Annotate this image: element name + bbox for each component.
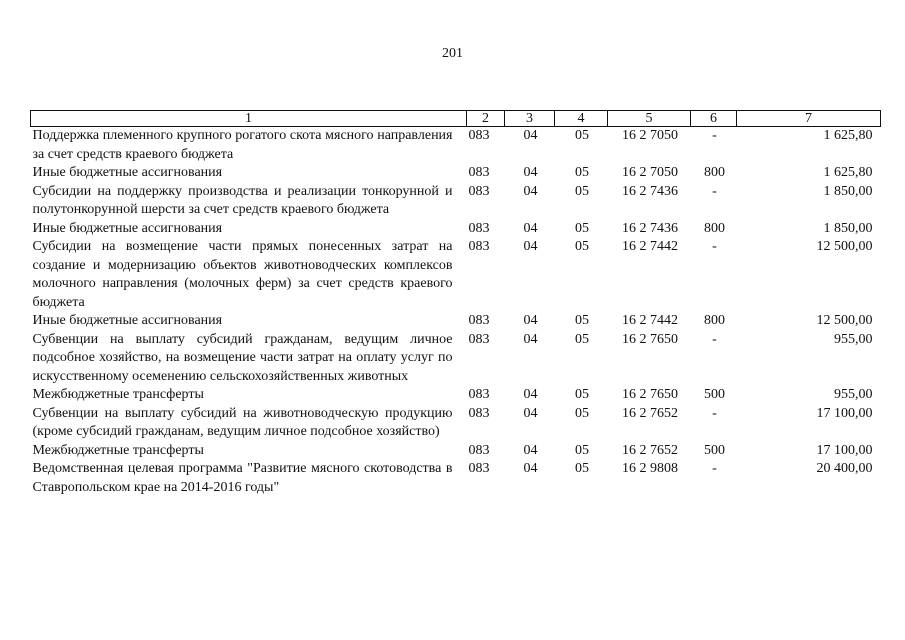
row-target-article: 16 2 7442 <box>622 239 678 254</box>
table-row <box>31 331 881 387</box>
row-target-article: 16 2 7652 <box>622 405 678 421</box>
table-row <box>31 442 881 461</box>
row-target-article: 16 2 7436 <box>622 220 678 236</box>
table-row <box>31 312 881 331</box>
row-subsection: 05 <box>575 405 589 421</box>
row-target-article: 16 2 7050 <box>622 165 678 180</box>
table-row <box>31 238 881 312</box>
table-row <box>31 127 881 165</box>
row-subsection: 05 <box>575 165 589 180</box>
row-name: Ведомственная целевая программа "Развитие мясного скотоводства в Ставропольском крае на 2014-2016 годы" <box>32 461 453 495</box>
row-ministry-code: 083 <box>468 405 490 421</box>
row-section: 04 <box>523 128 538 143</box>
table-row <box>31 183 881 220</box>
row-ministry-code: 083 <box>468 313 490 328</box>
row-subsection: 05 <box>575 220 589 236</box>
row-ministry-code: 083 <box>468 461 490 476</box>
row-section: 04 <box>523 461 538 476</box>
row-expense-type: - <box>712 405 717 421</box>
row-expense-type: - <box>712 331 717 347</box>
row-amount: 1 625,80 <box>823 128 873 143</box>
row-ministry-code: 083 <box>468 220 490 236</box>
row-name: Иные бюджетные ассигнования <box>32 165 223 180</box>
row-amount: 20 400,00 <box>816 461 873 476</box>
row-section: 04 <box>523 442 538 458</box>
header-col-2: 2 <box>467 111 505 127</box>
row-subsection: 05 <box>575 313 589 328</box>
row-target-article: 16 2 7650 <box>622 331 678 347</box>
row-target-article: 16 2 7652 <box>622 442 678 458</box>
row-ministry-code: 083 <box>468 183 490 199</box>
row-ministry-code: 083 <box>468 239 490 254</box>
row-expense-type: - <box>712 128 717 143</box>
row-amount: 955,00 <box>834 331 873 347</box>
row-name: Субвенции на выплату субсидий на животноводческую продукцию (кроме субсидий гражданам, ведущим личное подсобное хозяйство) <box>32 405 453 439</box>
row-amount: 1 850,00 <box>823 220 873 236</box>
row-section: 04 <box>523 239 538 254</box>
row-expense-type: - <box>712 183 717 199</box>
row-name: Межбюджетные трансферты <box>32 387 204 402</box>
row-section: 04 <box>523 313 538 328</box>
row-section: 04 <box>523 183 538 199</box>
header-row <box>31 111 881 127</box>
header-col-6: 6 <box>691 111 737 127</box>
row-amount: 17 100,00 <box>816 442 873 458</box>
header-col-7: 7 <box>737 111 881 127</box>
row-ministry-code: 083 <box>468 128 490 143</box>
row-amount: 1 625,80 <box>823 165 873 180</box>
row-target-article: 16 2 7442 <box>622 313 678 328</box>
table-row <box>31 386 881 405</box>
row-expense-type: 500 <box>704 442 725 458</box>
row-section: 04 <box>523 220 538 236</box>
row-name: Иные бюджетные ассигнования <box>32 313 223 328</box>
table-row <box>31 220 881 239</box>
row-expense-type: 800 <box>704 165 725 180</box>
row-name: Межбюджетные трансферты <box>32 442 204 458</box>
row-expense-type: - <box>712 461 717 476</box>
row-target-article: 16 2 7436 <box>622 183 678 199</box>
row-target-article: 16 2 7650 <box>622 387 678 402</box>
row-ministry-code: 083 <box>468 165 490 180</box>
row-section: 04 <box>523 387 538 402</box>
row-name: Поддержка племенного крупного рогатого скота мясного направления за счет средств краевого бюджета <box>32 128 453 162</box>
row-name: Иные бюджетные ассигнования <box>32 220 223 236</box>
row-expense-type: 500 <box>704 387 725 402</box>
page-number: 201 <box>442 46 463 61</box>
budget-table <box>30 110 881 497</box>
row-ministry-code: 083 <box>468 331 490 347</box>
row-amount: 12 500,00 <box>816 313 873 328</box>
row-subsection: 05 <box>575 239 589 254</box>
table-row <box>31 460 881 497</box>
row-ministry-code: 083 <box>468 442 490 458</box>
row-section: 04 <box>523 165 538 180</box>
row-subsection: 05 <box>575 331 589 347</box>
row-name: Субвенции на выплату субсидий гражданам, ведущим личное подсобное хозяйство, на возмещение части затрат на оплату услуг по искусственному осеменению сельскохозяйственных животных <box>32 331 453 384</box>
row-name: Субсидии на возмещение части прямых понесенных затрат на создание и модернизацию объектов животноводческих комплексов молочного направления (молочных ферм) за счет средств краевого бюджета <box>32 239 453 310</box>
row-name: Субсидии на поддержку производства и реализации тонкорунной и полутонкорунной шерсти за счет средств краевого бюджета <box>32 183 453 217</box>
row-subsection: 05 <box>575 128 589 143</box>
header-col-5: 5 <box>608 111 691 127</box>
row-amount: 1 850,00 <box>823 183 873 199</box>
row-section: 04 <box>523 405 538 421</box>
table-row <box>31 164 881 183</box>
row-expense-type: - <box>712 239 717 254</box>
row-amount: 955,00 <box>834 387 873 402</box>
row-subsection: 05 <box>575 442 589 458</box>
table-row <box>31 405 881 442</box>
row-amount: 17 100,00 <box>816 405 873 421</box>
header-col-1: 1 <box>31 111 467 127</box>
row-expense-type: 800 <box>704 220 725 236</box>
row-ministry-code: 083 <box>468 387 490 402</box>
row-section: 04 <box>523 331 538 347</box>
row-subsection: 05 <box>575 387 589 402</box>
row-target-article: 16 2 7050 <box>622 128 678 143</box>
row-amount: 12 500,00 <box>816 239 873 254</box>
row-subsection: 05 <box>575 183 589 199</box>
header-col-4: 4 <box>555 111 608 127</box>
row-subsection: 05 <box>575 461 589 476</box>
row-target-article: 16 2 9808 <box>622 461 678 476</box>
header-col-3: 3 <box>505 111 555 127</box>
row-expense-type: 800 <box>704 313 725 328</box>
